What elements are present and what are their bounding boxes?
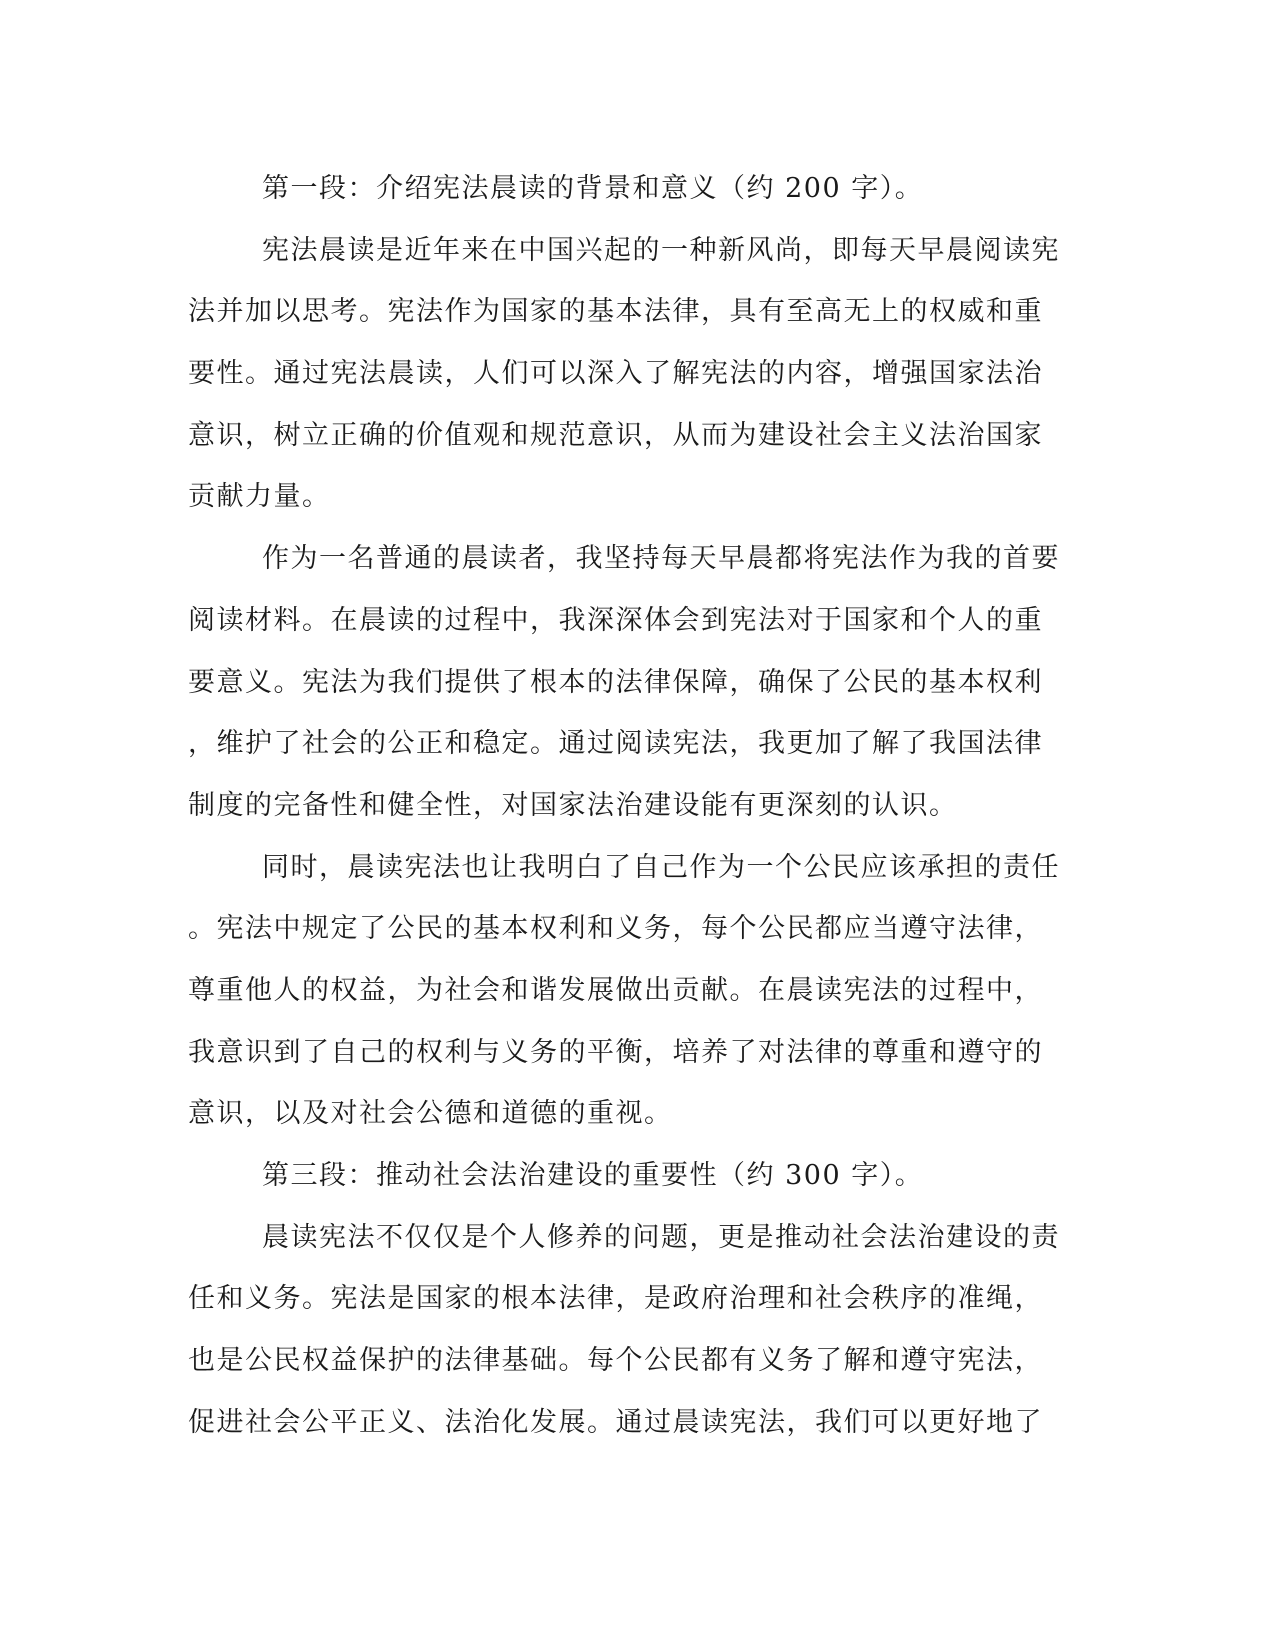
- text-line: 制度的完备性和健全性，对国家法治建设能有更深刻的认识。: [188, 789, 958, 821]
- text-line: 贡献力量。: [188, 481, 331, 513]
- text-line: 宪法晨读是近年来在中国兴起的一种新风尚，即每天早晨阅读宪: [262, 234, 1060, 266]
- text-line: 促进社会公平正义、法治化发展。通过晨读宪法，我们可以更好地了: [188, 1406, 1043, 1438]
- text-line: 同时，晨读宪法也让我明白了自己作为一个公民应该承担的责任: [262, 851, 1060, 883]
- text-line: 要意义。宪法为我们提供了根本的法律保障，确保了公民的基本权利: [188, 666, 1043, 698]
- text-line: 法并加以思考。宪法作为国家的基本法律，具有至高无上的权威和重: [188, 296, 1043, 328]
- text-line: 阅读材料。在晨读的过程中，我深深体会到宪法对于国家和个人的重: [188, 604, 1043, 636]
- text-line: 我意识到了自己的权利与义务的平衡，培养了对法律的尊重和遵守的: [188, 1036, 1043, 1068]
- text-line: 意识，树立正确的价值观和规范意识，从而为建设社会主义法治国家: [188, 419, 1043, 451]
- text-line: 第三段：推动社会法治建设的重要性（约 300 字）。: [262, 1160, 924, 1191]
- text-line: 也是公民权益保护的法律基础。每个公民都有义务了解和遵守宪法，: [188, 1345, 1043, 1377]
- text-line: 尊重他人的权益，为社会和谐发展做出贡献。在晨读宪法的过程中，: [188, 974, 1043, 1006]
- text-line: ，维护了社会的公正和稳定。通过阅读宪法，我更加了解了我国法律: [188, 728, 1043, 760]
- text-line: 晨读宪法不仅仅是个人修养的问题，更是推动社会法治建设的责: [262, 1221, 1060, 1253]
- text-line: 作为一名普通的晨读者，我坚持每天早晨都将宪法作为我的首要: [262, 543, 1060, 575]
- text-line: 任和义务。宪法是国家的根本法律，是政府治理和社会秩序的准绳，: [188, 1283, 1043, 1315]
- text-line: 要性。通过宪法晨读，人们可以深入了解宪法的内容，增强国家法治: [188, 358, 1043, 390]
- text-line: 第一段：介绍宪法晨读的背景和意义（约 200 字）。: [262, 173, 924, 204]
- text-line: 。宪法中规定了公民的基本权利和义务，每个公民都应当遵守法律，: [188, 913, 1043, 945]
- document-body: [188, 158, 1068, 1453]
- text-line: 意识，以及对社会公德和道德的重视。: [188, 1098, 673, 1130]
